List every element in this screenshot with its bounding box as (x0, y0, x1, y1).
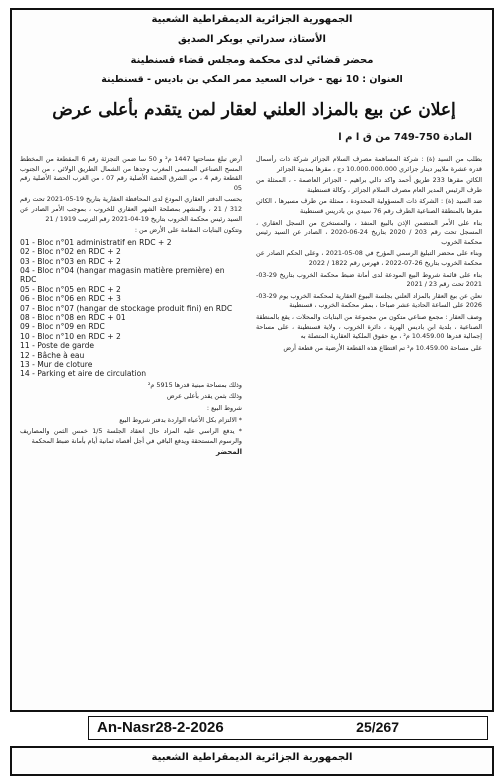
list-item: 11 - Poste de garde (20, 341, 95, 351)
list-item: 05 - Bloc n°05 en RDC + 2 (20, 284, 121, 294)
page-number: 25/267 (356, 719, 399, 735)
header-bailiff: الأستاذ، سدراتي بوبكر الصديق (178, 34, 326, 45)
next-header-republic: الجمهورية الجزائرية الديمقراطية الشعبية (151, 752, 353, 763)
header-office: محضر قضائي لدى محكمة ومجلس قضاء قسنطينة (130, 55, 374, 66)
list-item: 09 - Bloc n°09 en RDC (20, 322, 105, 332)
next-notice (10, 746, 494, 776)
left-column (20, 155, 242, 700)
list-item: 04 - Bloc n°04 (hangar magasin matière première) en RDC (20, 265, 225, 285)
list-item: 13 - Mur de cloture (20, 360, 93, 370)
list-item: 03 - Bloc n°03 en RDC + 2 (20, 256, 121, 266)
list-item: 12 - Bâche à eau (20, 350, 85, 360)
paragraph: أرض تبلغ مساحتها 1447 م² و 50 سا ضمن التجزئة رقم 6 المقطعة من المخطط المسح الصناعي المسمى المغرب وحدها من الشمال الطريق الولائي ، من الجنوب القطعة رقم 4 ، من الشرق الحصة الأصلية رقم 07 ، من الغرب الحصة الأصلية رقم 05 (20, 155, 242, 192)
paragraph: * الالتزام بكل الأعباء الواردة بدفتر شروط البيع (119, 415, 242, 424)
list-item: 08 - Bloc n°08 en RDC + 01 (20, 313, 126, 322)
paragraph: بحسب الدفتر العقاري المودع لدى المحافظة العقارية بتاريخ 19-05-2021 تحت رقم 312 / 21 ، والمشهر بمصلحة الشهر العقاري للخروب ، بموجب الأمر الصادر عن السيد رئيس محكمة الخروب بتاريخ 19-04-2021 رقم الترتيب 1919 / 21 (20, 195, 242, 223)
paragraph: شروط البيع : (206, 404, 242, 413)
blocks-list (20, 238, 242, 379)
header-address: العنوان : 10 نهج - خراب السعيد ممر المكي بن باديس - قسنطينة (101, 74, 403, 85)
paragraph: بناء على قائمة شروط البيع المودعة لدى أمانة ضبط محكمة الخروب بتاريخ 29-03-2021 تحت رقم 23 / 2021 (256, 270, 482, 289)
notice-title: إعلان عن بيع بالمزاد العلني لعقار لمن يتقدم بأعلى عرض (52, 100, 456, 120)
paragraph: وبناء على محضر التبليغ الرسمي المؤرخ في 08-05-2021 ، وعلى الحكم الصادر عن محكمة الخروب بتاريخ 26-07-2022 ، فهرس رقم 1822 / 2022 (256, 249, 482, 267)
paragraph: وذلك بمساحة مبنية قدرها 5915 م² (147, 380, 242, 389)
publication-footer (88, 716, 488, 740)
issue-label: An-Nasr28-2-2026 (97, 719, 224, 736)
right-column (256, 155, 482, 700)
paragraph: وتتكون البنايات المقامة على الأرض من : (134, 226, 242, 235)
paragraph: وصف العقار : مجمع صناعي متكون من مجموعة من البنايات والمحلات ، يقع بالمنطقة الصناعية ، بلدية ابن باديس الهرية ، دائرة الخروب ، ولاية قسنطينة ، على مساحة إجمالية قدرها 10.459.00 م² ، مع حقوق الملكية العقارية المتصلة به (256, 312, 482, 341)
paragraph: * يدفع الراسي عليه المزاد حال انعقاد الجلسة 1/5 خمس الثمن والمصاريف والرسوم المستحقة ويدفع الباقي في أجل أقصاه ثمانية أيام بأمانة ضبط المحكمة (20, 427, 242, 445)
paragraph: نعلن عن بيع العقار بالمزاد العلني بجلسة البيوع العقارية لمحكمة الخروب يوم 29-03-2026 على الساعة الحادية عشر صباحا ، بمقر محكمة الخروب ، قسنطينة (256, 291, 482, 310)
notice-subtitle: المادة 750-749 من ق ا م ا (338, 132, 472, 143)
closing-line: على مساحة 10.459.00 م² تم اقتطاع هذه القطعة الأرضية من قطعة أرض (283, 343, 482, 352)
paragraph: بناء على الأمر المتضمن الإذن بالبيع المنفذ ، والمستخرج من السجل العقاري ، المسجل تحت رقم 203 / 2020 بتاريخ 24-06-2020 ، الصادر عن السيد رئيس محكمة الخروب (256, 218, 482, 246)
list-item: 02 - Bloc n°02 en RDC + 2 (20, 247, 121, 257)
paragraph: الكائن مقرها 233 طريق أحمد واكد دالي براهيم - الجزائر العاصمة - ، الممثلة من طرف الرئيس المدير العام مصرف السلام الجزائر ، وكالة قسنطينة (256, 176, 482, 194)
list-item: 01 - Bloc n°01 administratif en RDC + 2 (20, 237, 172, 247)
signature: المحضر (215, 448, 242, 457)
list-item: 10 - Bloc n°10 en RDC + 2 (20, 331, 121, 341)
list-item: 07 - Bloc n°07 (hangar de stockage produit fini) en RDC (20, 303, 233, 313)
header-republic: الجمهورية الجزائرية الديمقراطية الشعبية (151, 14, 353, 25)
paragraph: بطلب من السيد (ة) : شركة المساهمة مصرف السلام الجزائر شركة ذات رأسمال قدره عشرة ملايير دينار جزائري 10.000.000.000 دج ، مقرها بمدينة الجزائر (256, 155, 482, 173)
auction-notice (10, 8, 494, 712)
paragraph: وذلك بثمن يقدر بأعلى عرض (166, 392, 242, 401)
list-item: 06 - Bloc n°06 en RDC + 3 (20, 294, 121, 304)
list-item: 14 - Parking et aire de circulation (20, 369, 147, 379)
paragraph: ضد السيد (ة) : الشركة ذات المسؤولية المحدودة ، ممثلة من طرف مسيرها ، الكائن مقرها بالمنطقة الصناعية الطرف رقم 76 سيدي بن بادريس قسنطينة (256, 197, 482, 215)
